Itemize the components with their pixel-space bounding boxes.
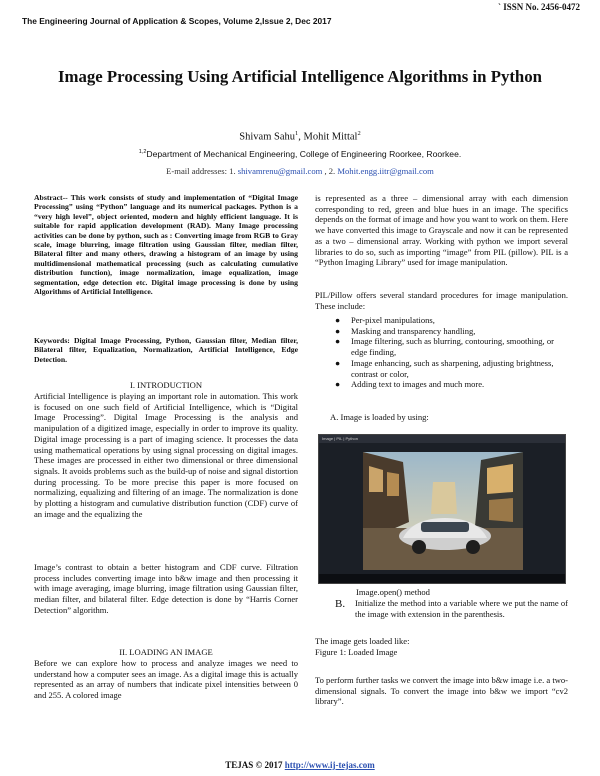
loaded-text: The image gets loaded like: [315,636,410,646]
bullet-icon: ● [335,315,341,325]
dot-mark: ` [497,2,501,12]
author-1: Shivam Sahu [239,131,295,143]
abstract: Abstract-- This work consists of study and implementation of “Digital Image Processing” using “Python” language and its numerical packages. Python is a “very high level”, object oriented, modern and highly efficient language. It is suitable for rapid application development (RAD). Many Image processing activities can be done by python, such as : Converting image from RGB to Gray scale, image blurring, image filtration using Gaussian filter, median filter, Bilateral filter and many others, drawing a histogram of an image by using multidimensional mathematical processing (such as calculating cumulative distribution function), image normalization, image equalization, image segmentation, edge detection etc. Digital image processing is done by using Algorithms of Artificial Intelligence. [34,193,298,297]
email-line: E-mail addresses: 1. shivamrenu@gmail.com , 2. Mohit.engg.iitr@gmail.com [166,166,434,176]
intro-paragraph-2: Image’s contrast to obtain a better histogram and CDF curve. Filtration process includes converting image into b&w image and then processing it with image averaging, image blurring, image filtration using Gaussian filter, median filter, and bilateral filter. Edge detection is done by “Harris Corner Detection” algorithm. [34,562,298,615]
step-b-letter: B. [335,598,346,610]
right-paragraph-1: is represented as a three – dimensional array with each dimension corresponding to red, green and blue hues in an image. The specifics depends on the format of image and how you want to work on them. Here we have converted this image to Grayscale and now it can be represented as a two – dimensional array. Working with python we import several libraries to do so, such as importing “image” from PIL (pillow). PIL is a “Python Imaging Library” used for image manipulation. [315,193,568,268]
list-item: ● Masking and transparency handling, [335,325,476,336]
bullet-icon: ● [335,379,341,390]
loading-paragraph-1: Before we can explore how to process and analyze images we need to understand how a computer sees an image. As a digital image this is actually represented as an array of numbers that indicate pixel intensities between 0 and 255. A colored image [34,658,298,701]
car-street-photo [363,452,523,570]
section-2-heading: II. LOADING AN IMAGE [119,647,213,657]
bullet-icon: ● [335,325,341,336]
intro-paragraph-1: Artificial Intelligence is playing an important role in automation. This work is focused on one such field of Artificial Intelligence, which is “Digital Image Processing”. Digital Image Processing is the analysis and manipulation of a digitized image, especially in order to improve its quality. Digital image processing is a part of imaging science. It processes the data using mathematical operations by using signal processing on digital images. These images are processed in either two dimensional or three dimensional signals. It avoids problems such as the build-up of noise and signal distortion during processing. To be more precise this paper is more focused on normalizing, equalizing and filtering of an image. The normalization is done by plotting a histogram and cumulative distribution function (CDF) curve of an image and the equalizing the [34,391,298,519]
list-item: ● Per-pixel manipulations, [335,315,435,325]
figure-caption: Figure 1: Loaded Image [315,647,398,657]
list-item: ● Adding text to images and much more. [335,379,485,390]
list-item: ● Image filtering, such as blurring, contouring, smoothing, or edge finding, [335,336,554,358]
authors-line: Shivam Sahu$^1$, Mohit Mittal$^2$ [239,130,361,143]
email-link-2[interactable]: Mohit.engg.iitr@gmail.com [337,166,434,176]
page-footer: TEJAS © 2017 http://www.ij-tejas.com [225,760,375,770]
bullet-icon: ● [335,357,341,368]
window-titlebar: Image | PIL | Python [319,435,565,443]
loaded-image-screenshot [318,434,566,584]
email-link-1[interactable]: shivamrenu@gmail.com [237,166,323,176]
affiliation: $^{1,2}$Department of Mechanical Engineering, College of Engineering Roorkee, Roorkee. [138,149,462,159]
right-paragraph-3: To perform further tasks we convert the image into b&w image i.e. a two-dimensional signals. To convert the image into b&w we import “cv2 library”. [315,675,568,707]
keywords: Keywords: Digital Image Processing, Python, Gaussian filter, Median filter, Bilateral filter, Equalization, Normalization, Artificial Intelligence, Edge Detection. [34,336,298,364]
bullet-icon: ● [335,336,341,347]
journal-header: The Engineering Journal of Application & Scopes, Volume 2,Issue 2, Dec 2017 [22,16,332,26]
footer-url-link[interactable]: http://www.ij-tejas.com [284,760,375,770]
taskbar [319,574,565,583]
step-b: Initialize the method into a variable where we put the name of the image with extension in the parenthesis. [355,598,568,619]
list-item: ● Image enhancing, such as sharpening, adjusting brightness, contrast or color, [335,357,554,379]
paper-title: Image Processing Using Artificial Intelligence Algorithms in Python [58,67,542,86]
pillow-features-list [335,315,568,390]
right-paragraph-2: PIL/Pillow offers several standard procedures for image manipulation. These include: [315,290,568,311]
section-1-heading: I. INTRODUCTION [129,380,203,390]
step-a: A. Image is loaded by using: [330,412,429,422]
image-caption: Image.open() method [356,587,430,597]
issn-label: ` ISSN No. 2456-0472 [497,2,580,12]
